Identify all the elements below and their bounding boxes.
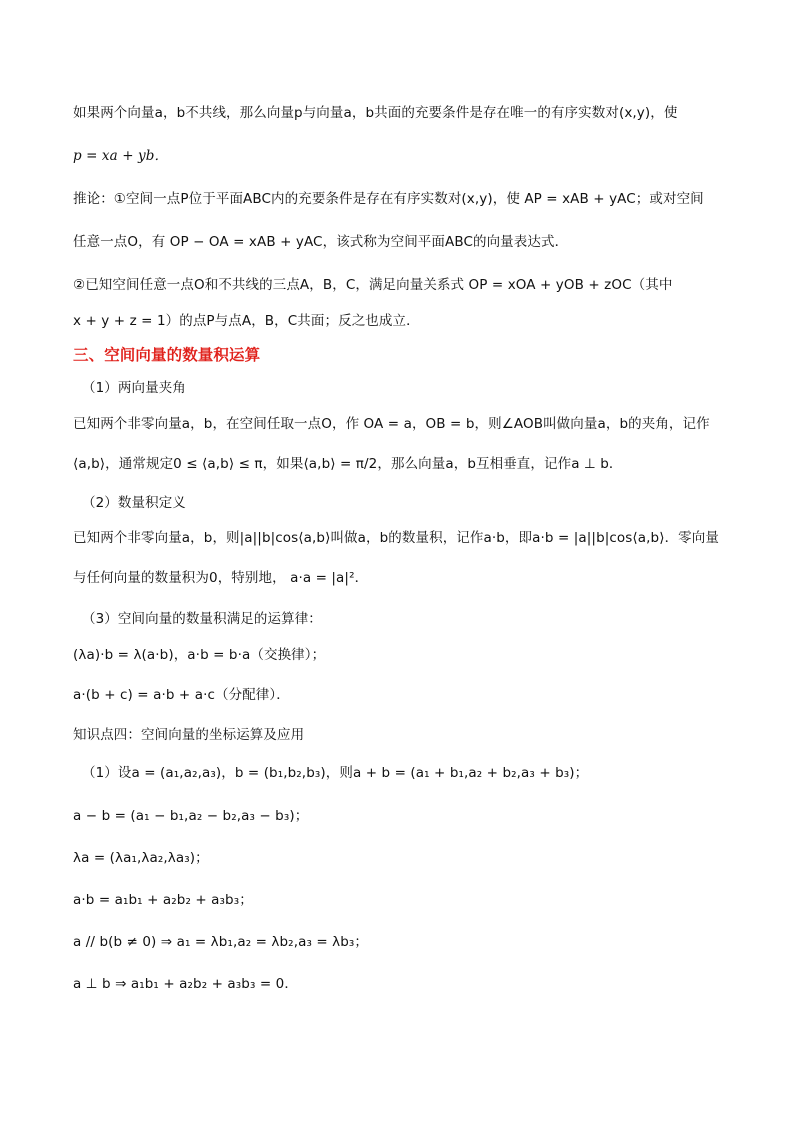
text-line-commutative: (λa)·b = λ(a·b)，a·b = b·a（交换律）；: [73, 647, 326, 663]
text-line-coord-dot: a·b = a₁b₁ + a₂b₂ + a₃b₃；: [73, 892, 253, 908]
subheading-dot-def: （2）数量积定义: [82, 495, 186, 511]
text-line-angle-def: 已知两个非零向量a，b，在空间任取一点O，作 OA = a，OB = b，则∠AOB叫做向量a，b的夹角，记作: [73, 416, 710, 432]
text-line-coord-perpendicular: a ⊥ b ⇒ a₁b₁ + a₂b₂ + a₃b₃ = 0．: [73, 976, 298, 992]
text-line-corollary-2-cont: x + y + z = 1）的点P与点A，B，C共面；反之也成立．: [73, 313, 420, 329]
text-line-corollary-2: ②已知空间任意一点O和不共线的三点A，B，C，满足向量关系式 OP = xOA + yOB + zOC（其中: [73, 277, 673, 293]
subheading-dot-laws: （3）空间向量的数量积满足的运算律：: [82, 611, 322, 627]
text-line-coplanar-condition: 如果两个向量a，b不共线，那么向量p与向量a，b共面的充要条件是存在唯一的有序实数对(x,y)，使: [73, 105, 678, 121]
text-line-coord-diff: a − b = (a₁ − b₁,a₂ − b₂,a₃ − b₃)；: [73, 808, 309, 824]
text-line-corollary-1-cont: 任意一点O，有 OP − OA = xAB + yAC，该式称为空间平面ABC的向量表达式．: [73, 234, 569, 250]
text-line-dot-def: 已知两个非零向量a，b，则|a||b|cos⟨a,b⟩叫做a，b的数量积，记作a·b，即a·b = |a||b|cos⟨a,b⟩．零向量: [73, 530, 719, 546]
text-line-distributive: a·(b + c) = a·b + a·c（分配律）．: [73, 687, 290, 703]
text-line-zero-vector: 与任何向量的数量积为0，特别地， a·a = |a|²．: [73, 570, 369, 586]
text-line-formula-p: p = xa + yb．: [73, 148, 169, 164]
section-heading-dot-product: 三、空间向量的数量积运算: [73, 346, 261, 364]
subheading-angle: （1）两向量夹角: [82, 380, 186, 396]
text-line-corollary-1: 推论：①空间一点P位于平面ABC内的充要条件是存在有序实数对(x,y)，使 AP = xAB + yAC；或对空间: [73, 191, 704, 207]
text-line-coord-sum: （1）设a = (a₁,a₂,a₃)，b = (b₁,b₂,b₃)，则a + b = (a₁ + b₁,a₂ + b₂,a₃ + b₃)；: [82, 765, 589, 781]
text-line-knowledge-point-4: 知识点四：空间向量的坐标运算及应用: [73, 727, 305, 743]
text-line-angle-range: ⟨a,b⟩，通常规定0 ≤ ⟨a,b⟩ ≤ π，如果⟨a,b⟩ = π/2，那么向量a，b互相垂直，记作a ⊥ b．: [73, 456, 623, 472]
text-line-coord-parallel: a // b(b ≠ 0) ⇒ a₁ = λb₁,a₂ = λb₂,a₃ = λb₃；: [73, 934, 369, 950]
text-line-coord-scalar: λa = (λa₁,λa₂,λa₃)；: [73, 850, 209, 866]
